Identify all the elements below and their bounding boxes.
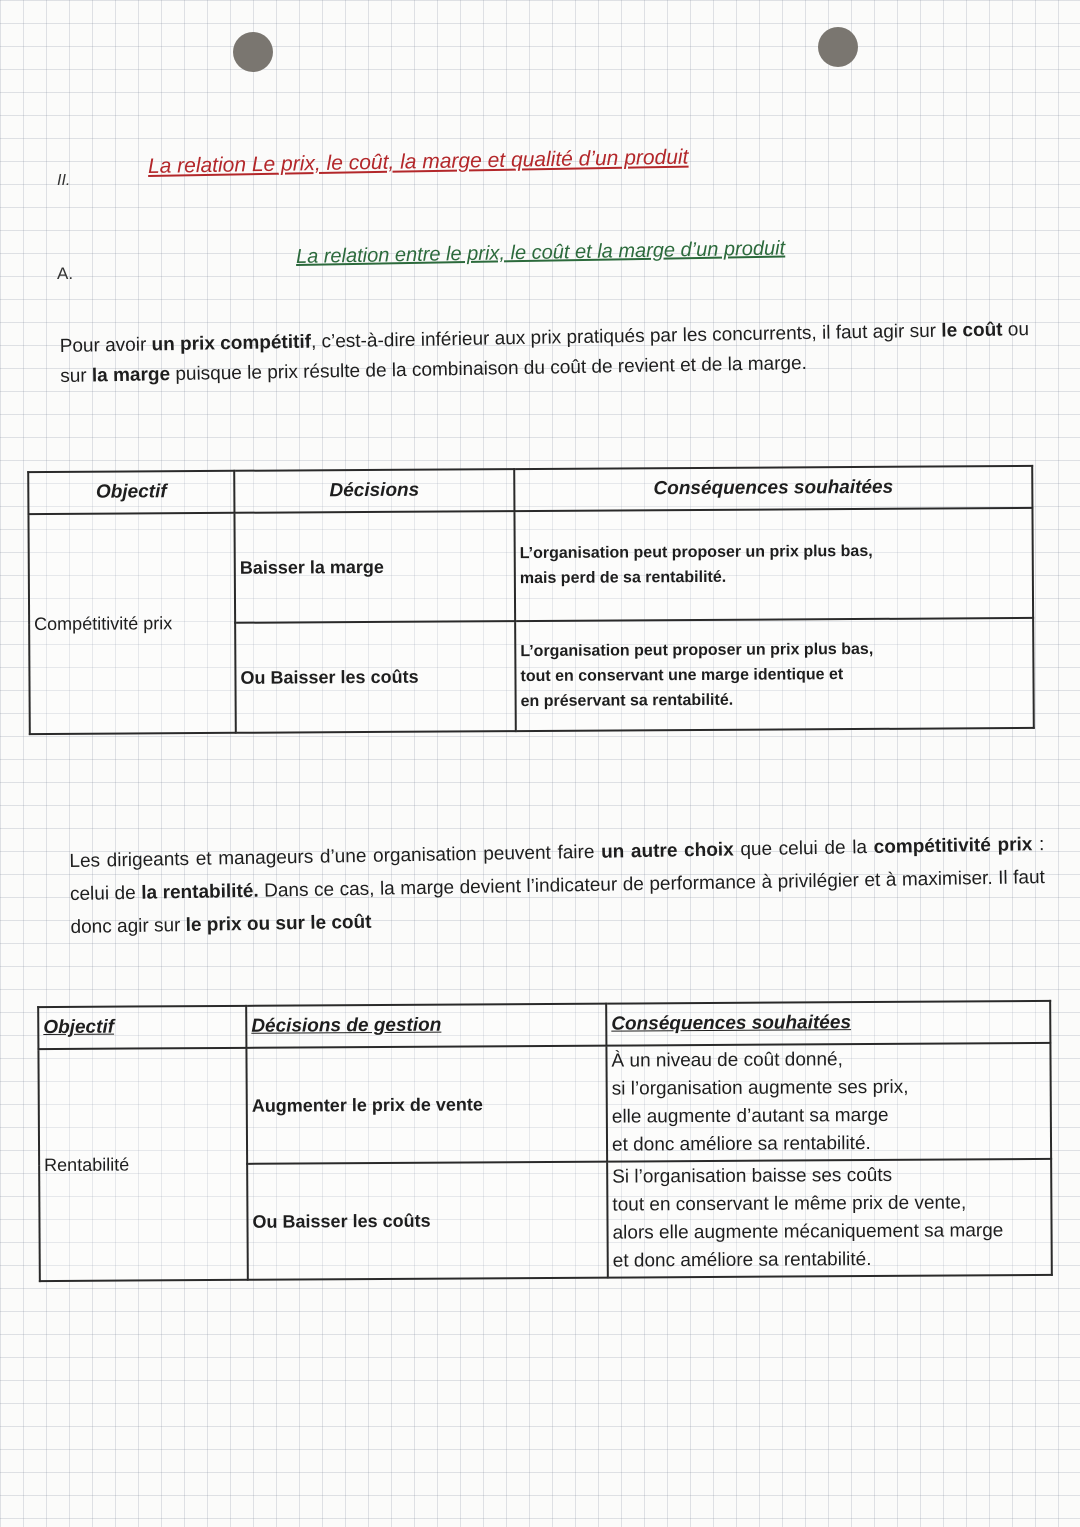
header-objective: Objectif [38,1006,246,1049]
profitability-paragraph: Les dirigeants et manageurs d’une organisation peuvent faire un autre choix que celui de la compétitivité prix : celui de la rentabilité. Dans ce cas, la marge devient l’indicateur de performance à privilégier et à maximiser. Il faut donc agir sur le prix ou sur le coût [69,833,1046,938]
header-consequences: Conséquences souhaitées [606,1001,1050,1046]
consequence-cell: Si l’organisation baisse ses coûts tout en conservant le même prix de vente, alors elle augmente mécaniquement sa marge et donc améliore sa rentabilité. [607,1159,1052,1278]
decision-cell: Ou Baisser les coûts [247,1162,608,1280]
binder-hole-left [233,32,273,72]
decision-cell: Ou Baisser les coûts [235,621,516,733]
subsection-number: A. [57,264,74,283]
consequence-cell: À un niveau de coût donné, si l’organisation augmente ses prix, elle augmente d’autant sa marge et donc améliore sa rentabilité. [606,1043,1051,1162]
section-title: La relation Le prix, le coût, la marge et qualité d’un produit [147,145,689,178]
header-objective: Objectif [28,471,234,514]
table-header-row [28,466,1032,514]
header-decisions: Décisions [234,469,514,513]
consequence-cell: L’organisation peut proposer un prix plus bas, tout en conservant une marge identique et en préservant sa rentabilité. [515,618,1034,731]
section-number: II. [57,172,71,189]
table-row [38,1043,1051,1165]
header-management-decisions: Décisions de gestion [246,1004,606,1048]
table-header-row [38,1001,1050,1049]
binder-hole-right [818,27,858,67]
objective-cell: Compétitivité prix [28,513,235,734]
header-consequences: Conséquences souhaitées [514,466,1032,511]
consequence-cell: L’organisation peut proposer un prix plus bas, mais perd de sa rentabilité. [514,508,1033,621]
price-competitiveness-table [27,465,1035,735]
decision-cell: Baisser la marge [234,511,515,623]
table-row [28,508,1033,624]
profitability-table [37,1000,1053,1282]
intro-paragraph: Pour avoir un prix compétitif, c’est-à-dire inférieur aux prix pratiqués par les concurrents, il faut agir sur le coût ou sur la marge puisque le prix résulte de la combinaison du coût de revient et de la marge. [59,319,1030,387]
objective-cell: Rentabilité [38,1048,247,1281]
subsection-title: La relation entre le prix, le coût et la marge d’un produit [295,237,786,268]
decision-cell: Augmenter le prix de vente [246,1046,607,1164]
